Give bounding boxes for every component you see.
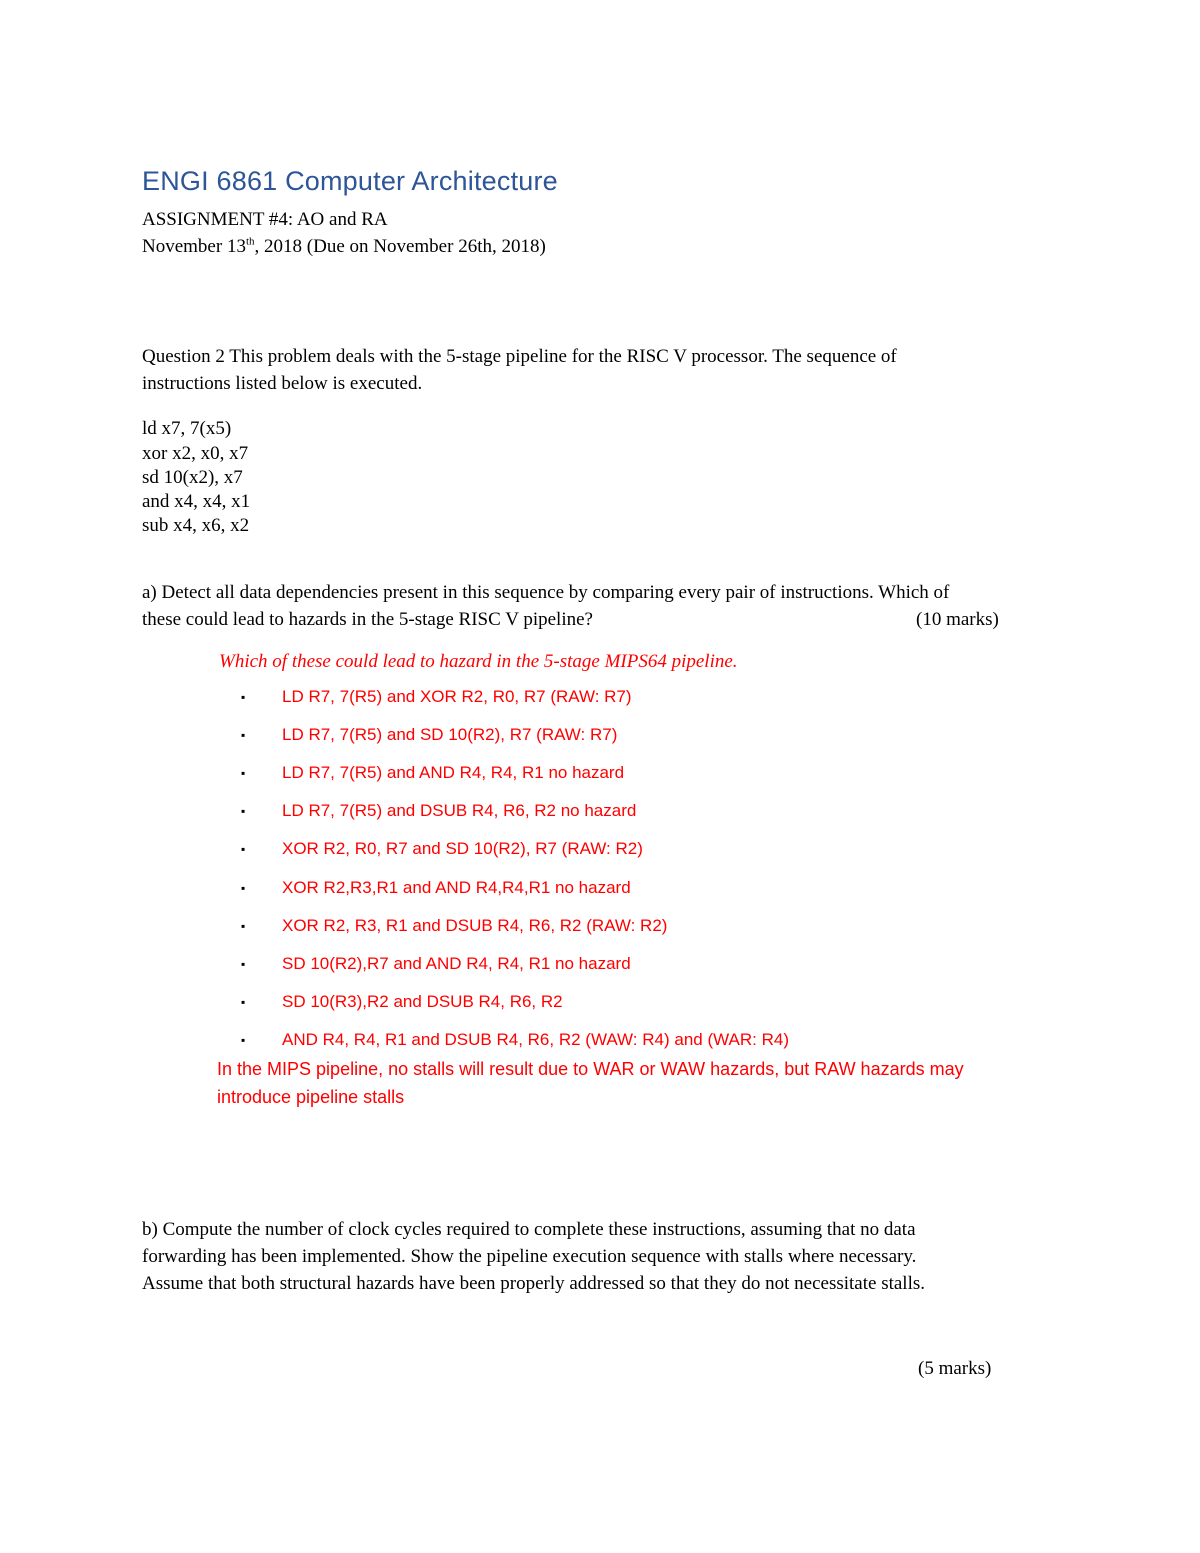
answer-bullet bbox=[241, 716, 789, 754]
answer-note-line2: introduce pipeline stalls bbox=[217, 1087, 405, 1107]
answer-bullet bbox=[241, 830, 789, 868]
date-suffix: , 2018 (Due on November 26th, 2018) bbox=[254, 236, 546, 257]
answer-note-line1: In the MIPS pipeline, no stalls will result due to WAR or WAW hazards, but RAW hazards may bbox=[217, 1059, 964, 1079]
answer-bullet-text: LD R7, 7(R5) and AND R4, R4, R1 no hazard bbox=[282, 763, 625, 783]
bullet-icon: ▪ bbox=[241, 728, 246, 743]
part-b-marks: (5 marks) bbox=[918, 1358, 992, 1379]
bullet-icon: ▪ bbox=[241, 690, 246, 705]
bullet-icon: ▪ bbox=[241, 766, 246, 781]
question2-line2: instructions listed below is executed. bbox=[142, 373, 423, 394]
answer-bullet bbox=[241, 678, 789, 716]
question2-line1: Question 2 This problem deals with the 5-stage pipeline for the RISC V processor. The sequence of bbox=[142, 346, 897, 367]
bullet-icon: ▪ bbox=[241, 880, 246, 895]
bullet-icon: ▪ bbox=[241, 956, 246, 971]
bullet-icon: ▪ bbox=[241, 804, 246, 819]
part-a-line1: a) Detect all data dependencies present in this sequence by comparing every pair of instructions. Which of bbox=[142, 582, 950, 603]
instruction-line: and x4, x4, x1 bbox=[142, 491, 251, 512]
answer-bullet-text: LD R7, 7(R5) and SD 10(R2), R7 (RAW: R7) bbox=[282, 725, 618, 745]
assignment-date bbox=[142, 236, 546, 258]
answer-bullet bbox=[241, 945, 789, 983]
answer-bullet-text: LD R7, 7(R5) and XOR R2, R0, R7 (RAW: R7) bbox=[282, 687, 632, 707]
part-b-line2: forwarding has been implemented. Show the pipeline execution sequence with stalls where necessary. bbox=[142, 1246, 917, 1267]
instruction-line: ld x7, 7(x5) bbox=[142, 418, 232, 439]
instruction-line: xor x2, x0, x7 bbox=[142, 443, 249, 464]
answer-bullet-text: SD 10(R3),R2 and DSUB R4, R6, R2 bbox=[282, 991, 563, 1011]
date-superscript: th bbox=[245, 235, 255, 248]
bullet-icon: ▪ bbox=[241, 918, 246, 933]
answer-bullet bbox=[241, 754, 789, 792]
answer-heading: Which of these could lead to hazard in the 5-stage MIPS64 pipeline. bbox=[219, 651, 738, 672]
answer-bullet bbox=[241, 868, 789, 906]
instruction-line: sd 10(x2), x7 bbox=[142, 467, 243, 488]
part-a-line2: these could lead to hazards in the 5-stage RISC V pipeline? bbox=[142, 609, 593, 630]
bullet-icon: ▪ bbox=[241, 994, 246, 1009]
answer-bullet-text: XOR R2,R3,R1 and AND R4,R4,R1 no hazard bbox=[282, 877, 631, 897]
part-b-line3: Assume that both structural hazards have been properly addressed so that they do not necessitate stalls. bbox=[142, 1273, 925, 1294]
answer-bullet-text: AND R4, R4, R1 and DSUB R4, R6, R2 (WAW: R4) and (WAR: R4) bbox=[282, 1029, 789, 1049]
answer-bullet-text: SD 10(R2),R7 and AND R4, R4, R1 no hazard bbox=[282, 953, 631, 973]
answer-bullet-text: XOR R2, R3, R1 and DSUB R4, R6, R2 (RAW: R2) bbox=[282, 915, 668, 935]
answer-bullet-text: LD R7, 7(R5) and DSUB R4, R6, R2 no hazard bbox=[282, 801, 637, 821]
part-a-marks: (10 marks) bbox=[916, 609, 999, 630]
answer-bullet bbox=[241, 1021, 789, 1059]
date-prefix: November 13 bbox=[142, 236, 246, 257]
bullet-icon: ▪ bbox=[241, 842, 246, 857]
document-title: ENGI 6861 Computer Architecture bbox=[142, 166, 558, 196]
assignment-subtitle: ASSIGNMENT #4: AO and RA bbox=[142, 209, 388, 230]
part-b-line1: b) Compute the number of clock cycles required to complete these instructions, assuming that no data bbox=[142, 1219, 916, 1240]
answer-bullet bbox=[241, 983, 789, 1021]
answer-bullet bbox=[241, 792, 789, 830]
bullet-icon: ▪ bbox=[241, 1032, 246, 1047]
instruction-line: sub x4, x6, x2 bbox=[142, 515, 250, 536]
answer-bullet bbox=[241, 907, 789, 945]
answer-bullet-text: XOR R2, R0, R7 and SD 10(R2), R7 (RAW: R2) bbox=[282, 839, 643, 859]
answer-bullet-list bbox=[241, 678, 789, 1059]
